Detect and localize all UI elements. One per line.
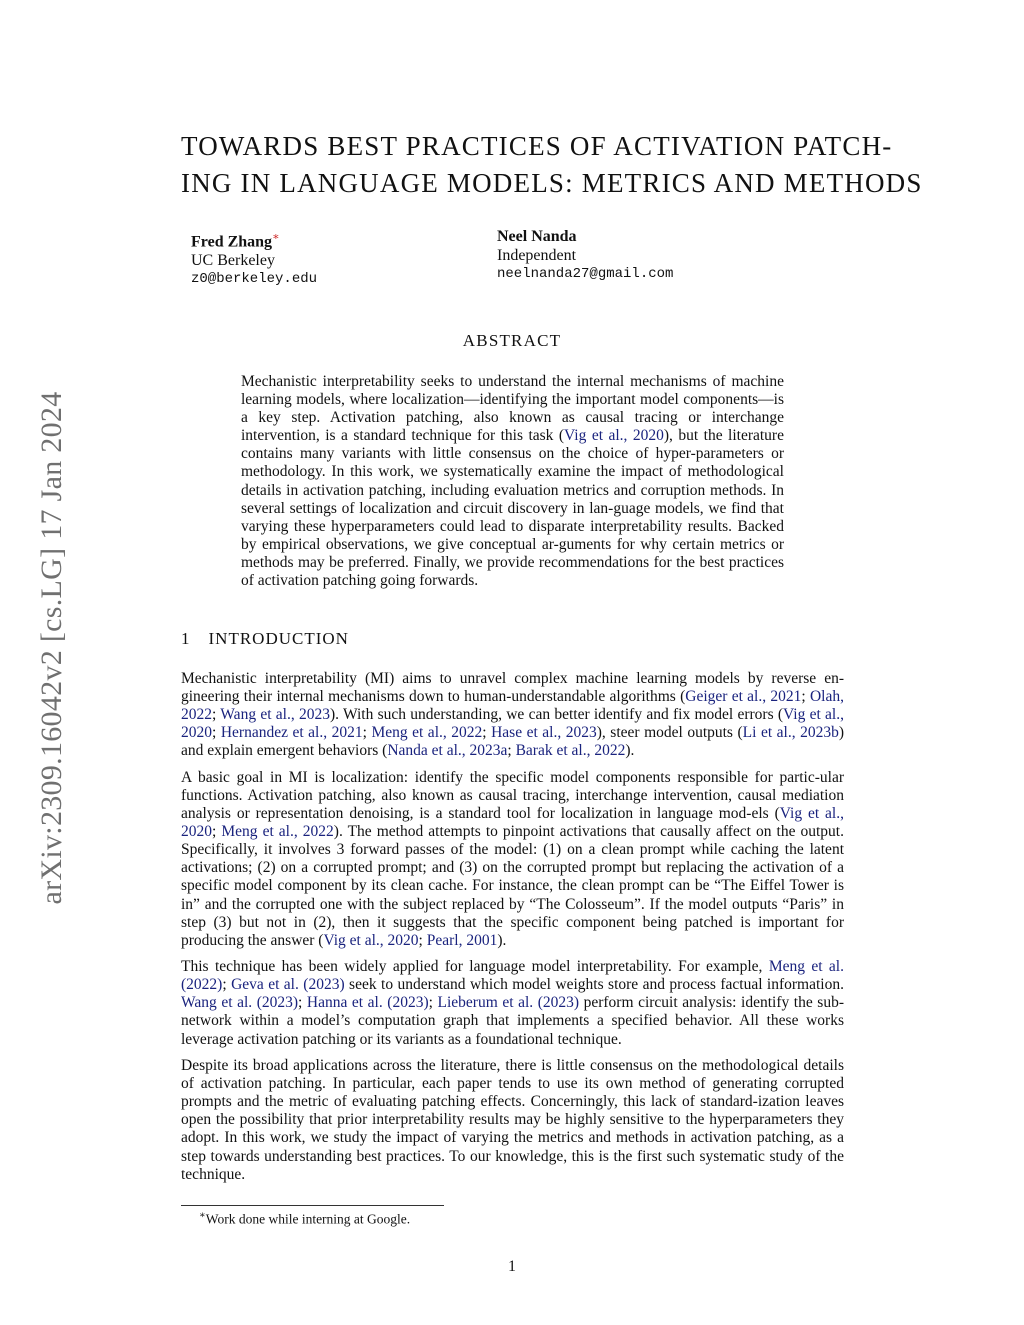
text-segment: ), steer model outputs ( <box>596 724 743 742</box>
text-segment: seek to understand which model weights store and process factual information. <box>344 976 844 994</box>
citation-link[interactable]: Barak et al., 2022 <box>515 742 626 760</box>
text-segment: perform circuit analysis: identify the sub-network within a model’s computation graph that implements a specified behavior. All these works leverage activation patching or its variants as a foundational technique. <box>181 994 844 1048</box>
text-segment: Despite its broad applications across the literature, there is little consensus on the methodological details of activation patching. In particular, each paper tends to use its own method of generating corrupted prompts and the metric of evaluating patching effects. Concerningly, this lack of standard-ization leaves open the possibility that prior interpretability results may be highly sensitive to the hyperparameters they adopt. In this work, we study the impact of varying the metrics and methods in activation patching, as a step towards understanding best practices. To our knowledge, this is the first such systematic study of the technique. <box>181 1057 844 1183</box>
text-segment: Mechanistic interpretability (MI) aims to unravel complex machine learning models by reverse en-gineering their internal mechanisms down to human-understandable algorithms ( <box>181 670 844 706</box>
citation-link[interactable]: Wang et al., 2023 <box>220 706 330 724</box>
author-block-2 <box>497 228 673 284</box>
citation-link[interactable]: Geva et al. (2023) <box>231 976 345 994</box>
author-email[interactable]: neelnanda27@gmail.com <box>497 266 674 282</box>
paragraph-3 <box>181 958 844 1048</box>
footnote-divider <box>181 1205 444 1206</box>
text-segment: ; <box>418 931 427 949</box>
text-segment: ) and explain emergent behaviors ( <box>181 724 845 760</box>
section-heading <box>181 629 349 649</box>
citation-link[interactable]: Geiger et al., 2021 <box>685 688 802 706</box>
text-segment: ; <box>362 724 372 742</box>
text-segment: ). <box>625 742 635 760</box>
citation-link[interactable]: Meng et al., 2022 <box>221 823 334 841</box>
text-segment: ; <box>212 823 222 841</box>
footnote <box>199 1208 410 1228</box>
text-segment: A basic goal in MI is localization: identify the specific model components responsible for partic-ular functions. Activation patching, also known as causal tracing, interchange intervention, causal mediation analysis or representation denoising, is a standard tool for localization in language mod-els ( <box>181 768 844 823</box>
footnote-mark: ∗ <box>199 1210 206 1221</box>
paragraph-1 <box>181 670 844 760</box>
citation-link[interactable]: Vig et al., 2020 <box>181 706 844 742</box>
citation-link[interactable]: Meng et al. (2022) <box>181 958 844 994</box>
text-segment: ; <box>482 724 492 742</box>
abstract-heading: ABSTRACT <box>462 331 562 350</box>
author-name: Fred Zhang <box>191 233 273 251</box>
citation-link[interactable]: Vig et al., 2020 <box>564 427 664 445</box>
author-affiliation: UC Berkeley <box>191 251 275 269</box>
text-segment: ). With such understanding, we can better identify and fix model errors ( <box>329 706 784 724</box>
text-segment: ; <box>801 688 810 706</box>
citation-link[interactable]: Olah, 2022 <box>181 688 844 724</box>
section-number: 1 <box>181 629 191 648</box>
text-segment: ; <box>298 994 307 1012</box>
citation-link[interactable]: Hanna et al. (2023) <box>306 994 429 1012</box>
author-affiliation: Independent <box>497 246 577 264</box>
citation-link[interactable]: Vig et al., 2020 <box>181 805 844 841</box>
citation-link[interactable]: Nanda et al., 2023a <box>387 742 508 760</box>
paragraph-2 <box>181 769 844 950</box>
author-email[interactable]: z0@berkeley.edu <box>191 271 318 288</box>
text-segment: ). <box>497 931 507 949</box>
text-segment: ; <box>212 724 221 742</box>
section-title: INTRODUCTION <box>208 629 349 648</box>
text-segment: ; <box>507 742 516 760</box>
arxiv-identifier-stamp: arXiv:2309.16042v2 [cs.LG] 17 Jan 2024 <box>35 391 68 905</box>
introduction-body <box>181 670 844 1192</box>
paragraph-4 <box>181 1057 844 1184</box>
abstract-segment: ), but the literature contains many variants with little consensus on the choice of hyper-parameters or methodology. In this work, we systematically examine the impact of methodological details in activation patching, including evaluation metrics and corruption methods. In several settings of localization and circuit discovery in lan-guage models, we find that varying these hyperparameters could lead to disparate interpretability results. Backed by empirical observations, we give conceptual ar-guments for why certain metrics or methods may be preferred. Finally, we provide recommendations for the best practices of activation patching going forwards. <box>241 427 784 590</box>
footnote-marker[interactable]: ∗ <box>272 231 280 243</box>
title-line-2: ING IN LANGUAGE MODELS: METRICS AND METHODS <box>181 168 923 198</box>
abstract-text <box>241 373 784 590</box>
text-segment: ). The method attempts to pinpoint activations that causally affect on the output. Specifically, it involves 3 forward passes of the model: (1) on a clean prompt while caching the latent activations; (2) on a corrupted prompt; and (3) on the corrupted prompt but replacing the activation of a specific model component by its clean cache. For instance, the clean prompt can be “The Eiffel Tower is in” and the corrupted one with the subject replaced by “The Colosseum”. If the model outputs “Paris” in step (3) but not in (2), then it suggests that the specific component being patched is important for producing the answer ( <box>181 823 844 949</box>
page-number: 1 <box>508 1258 516 1275</box>
author-block-1 <box>191 228 317 289</box>
citation-link[interactable]: Meng et al., 2022 <box>371 724 483 742</box>
citation-link[interactable]: Pearl, 2001 <box>426 931 498 949</box>
citation-link[interactable]: Vig et al., 2020 <box>323 931 419 949</box>
citation-link[interactable]: Li et al., 2023b <box>742 724 839 742</box>
text-segment: This technique has been widely applied for language model interpretability. For example, <box>181 958 769 976</box>
citation-link[interactable]: Lieberum et al. (2023) <box>437 994 580 1012</box>
author-name: Neel Nanda <box>497 228 577 245</box>
title-line-1: TOWARDS BEST PRACTICES OF ACTIVATION PATCH- <box>181 131 893 161</box>
footnote-text: Work done while interning at Google. <box>205 1211 411 1227</box>
citation-link[interactable]: Wang et al. (2023) <box>181 994 299 1012</box>
text-segment: ; <box>212 706 221 724</box>
abstract-segment: Mechanistic interpretability seeks to understand the internal mechanisms of machine learning models, where localization—identifying the important model components—is a key step. Activation patching, also known as causal tracing or interchange intervention, is a standard technique for this task ( <box>241 373 784 445</box>
paper-title <box>181 128 923 202</box>
citation-link[interactable]: Hase et al., 2023 <box>491 724 597 742</box>
citation-link[interactable]: Hernandez et al., 2021 <box>220 724 363 742</box>
text-segment: ; <box>428 994 438 1012</box>
text-segment: ; <box>222 976 232 994</box>
